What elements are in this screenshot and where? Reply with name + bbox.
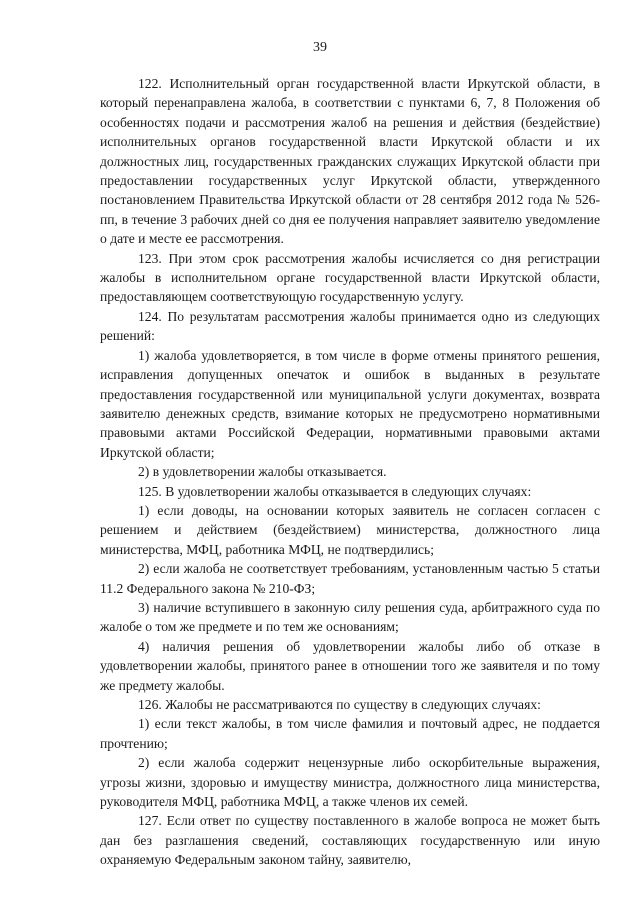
paragraph-126-item-1: 1) если текст жалобы, в том числе фамилия и почтовый адрес, не поддается прочтению;	[100, 716, 600, 751]
paragraph-127: 127. Если ответ по существу поставленного в жалобе вопроса не может быть дан без разглашения сведений, составляющих государственную или иную охраняемую Федеральным законом тайну, заявителю,	[100, 813, 600, 868]
paragraph-122: 122. Исполнительный орган государственной власти Иркутской области, в который перенаправлена жалоба, в соответствии с пунктами 6, 7, 8 Положения об особенностях подачи и рассмотрения жалоб на решения и действия (бездействие) исполнительных органов государственной власти Иркутской области и их должностных лиц, государственных гражданских служащих Иркутской области при предоставлении государственных услуг Иркутской области, утвержденного постановлением Правительства Иркутской области от 28 сентября 2012 года № 526-пп, в течение 3 рабочих дней со дня ее получения направляет заявителю уведомление о дате и месте ее рассмотрения.	[100, 76, 600, 247]
paragraph-125-item-3: 3) наличие вступившего в законную силу решения суда, арбитражного суда по жалобе о том же предмете и по тем же основаниям;	[100, 599, 600, 635]
paragraph-125-item-4: 4) наличия решения об удовлетворении жалобы либо об отказе в удовлетворении жалобы, принятого ранее в отношении того же заявителя и по тому же предмету жалобы.	[100, 638, 600, 693]
paragraph-125: 125. В удовлетворении жалобы отказывается в следующих случаях:	[138, 483, 532, 499]
paragraph-124: 124. По результатам рассмотрения жалобы принимается одно из следующих решений:	[100, 308, 600, 344]
paragraph-126-item-2: 2) если жалоба содержит нецензурные либо оскорбительные выражения, угрозы жизни, здоровью и имуществу министра, должностного лица министерства, руководителя МФЦ, работника МФЦ, а также членов их семей.	[100, 755, 600, 810]
paragraph-124-item-1: 1) жалоба удовлетворяется, в том числе в форме отмены принятого решения, исправления допущенных опечаток и ошибок в выданных в результате предоставления государственной или муниципальной услуги документах, возврата заявителю денежных средств, взимание которых не предусмотрено нормативными правовыми актами Российской Федерации, нормативными правовыми актами Иркутской области;	[100, 347, 600, 460]
paragraph-123: 123. При этом срок рассмотрения жалобы исчисляется со дня регистрации жалобы в исполнительном органе государственной власти Иркутской области, предоставляющем соответствующую государственную услугу.	[100, 250, 600, 305]
paragraph-125-item-1: 1) если доводы, на основании которых заявитель не согласен согласен с решением и действием (бездействием) министерства, должностного лица министерства, МФЦ, работника МФЦ, не подтвердились;	[100, 502, 600, 557]
paragraph-125-item-2: 2) если жалоба не соответствует требованиям, установленным частью 5 статьи 11.2 Федерального закона № 210-ФЗ;	[100, 561, 600, 596]
paragraph-124-item-2: 2) в удовлетворении жалобы отказывается.	[138, 464, 387, 480]
paragraph-126: 126. Жалобы не рассматриваются по существу в следующих случаях:	[138, 697, 541, 712]
page-number: 39	[313, 40, 327, 55]
document-body	[100, 74, 600, 870]
